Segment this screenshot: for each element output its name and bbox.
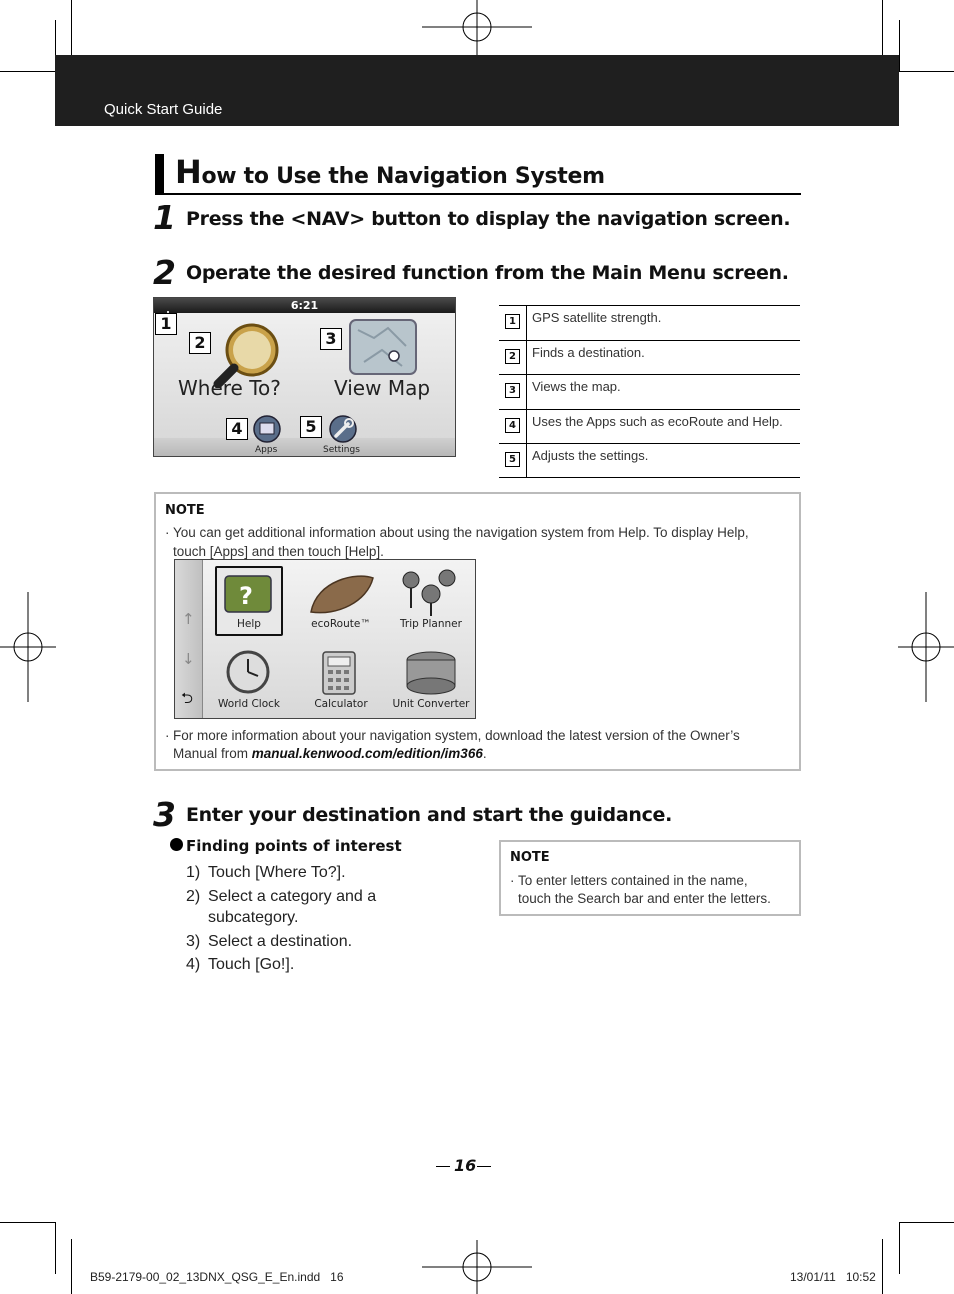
app-label-ecoroute: ecoRoute™ [311,618,371,630]
apps-screenshot [174,559,476,719]
finding-poi-heading: Finding points of interest [186,837,402,855]
legend-number: 4 [505,418,520,433]
note-bullet2-suffix: . [482,746,487,761]
page-number-dash-left [436,1166,450,1167]
legend-text: GPS satellite strength. [532,310,662,325]
bottom-bar [154,438,455,457]
list-item-num: 3) [186,933,201,950]
legend-table [499,305,800,478]
callout-3: 3 [320,328,342,350]
calculator-icon[interactable] [319,650,359,696]
ecoroute-leaf-icon[interactable] [307,572,377,616]
legend-text: Finds a destination. [532,344,645,360]
step3-text: Enter your destination and start the guidance. [186,804,673,826]
note2-line2: touch the Search bar and enter the letters. [518,891,771,906]
list-item-num: 2) [186,888,201,905]
note-bullet-dot: · [165,525,170,540]
legend-row [499,305,800,340]
callout-1: 1 [155,313,177,335]
slug-date: 13/01/11 10:52 [790,1270,876,1284]
world-clock-icon[interactable] [223,648,273,696]
note-heading: NOTE [165,503,205,518]
registration-mark-top [422,0,532,56]
unit-converter-icon[interactable] [401,648,461,696]
legend-number: 3 [505,383,520,398]
help-folder-icon[interactable] [221,570,277,616]
callout-2: 2 [189,332,211,354]
back-icon[interactable]: ⮌ [181,689,194,707]
legend-row [499,443,800,478]
title-initial: H [175,153,202,191]
legend-row [499,340,800,375]
apps-label: Apps [255,445,278,455]
app-label-help: Help [237,618,261,630]
header-label: Quick Start Guide [104,101,223,118]
note-bullet1-line1: You can get additional information about using the navigation system from Help. To display Help, [173,525,749,540]
list-item: Touch [Go!]. [208,956,295,973]
step1-text: Press the <NAV> button to display the navigation screen. [186,208,791,230]
list-item: Touch [Where To?]. [208,864,346,881]
slug-filename: B59-2179-00_02_13DNX_QSG_E_En.indd 16 [90,1270,344,1284]
callout-5: 5 [300,416,322,438]
trip-planner-icon[interactable] [397,568,463,618]
manual-link[interactable]: manual.kenwood.com/edition/im366 [251,746,483,761]
view-map-button[interactable]: View Map [334,376,431,400]
note-bullet2-prefix: Manual from [173,746,252,761]
list-item-num: 4) [186,956,201,973]
legend-number: 1 [505,314,520,329]
status-bar [154,298,455,313]
legend-number: 2 [505,349,520,364]
scroll-up-icon[interactable]: ↑ [182,610,195,628]
main-menu-screenshot [153,297,456,457]
step2-number: 2 [153,253,176,292]
legend-text: Views the map. [532,379,621,395]
registration-mark-left [0,592,56,702]
step2-text: Operate the desired function from the Main Menu screen. [186,262,789,284]
list-item: Select a category and a [208,888,377,905]
registration-mark-right [898,592,954,702]
title-bar-accent [155,154,164,194]
note-bullet-dot: · [165,728,170,743]
app-label-world-clock: World Clock [218,698,280,710]
list-item: Select a destination. [208,933,353,950]
app-label-unit-converter: Unit Converter [392,698,470,710]
note-bullet-dot: · [510,873,515,888]
step3-number: 3 [153,795,176,834]
list-item-num: 1) [186,864,201,881]
legend-text: Adjusts the settings. [532,448,649,464]
title-rule [155,193,801,195]
note-bullet1-line2: touch [Apps] and then touch [Help]. [173,544,384,559]
legend-row [499,409,800,444]
page-number: 16 [454,1156,477,1175]
app-label-trip-planner: Trip Planner [400,618,462,630]
settings-wrench-icon[interactable] [328,414,358,444]
bullet-dot-icon [170,838,183,851]
note2-heading: NOTE [510,850,550,865]
note-bullet2-line1: For more information about your navigation system, download the latest version of the Owner’s [173,728,740,743]
list-item-cont: subcategory. [208,909,299,926]
legend-row [499,374,800,409]
note-bullet2-line2 [173,744,487,763]
legend-text: Uses the Apps such as ecoRoute and Help. [532,413,783,429]
registration-mark-bottom [422,1240,532,1294]
legend-number: 5 [505,452,520,467]
where-to-button[interactable]: Where To? [178,376,281,400]
title-rest: ow to Use the Navigation System [201,164,605,189]
page-number-dash-right [477,1166,491,1167]
apps-icon[interactable] [252,414,282,444]
callout-4: 4 [226,418,248,440]
note2-line1: To enter letters contained in the name, [518,873,748,888]
apps-sidebar [175,560,203,718]
clock-time: 6:21 [290,299,319,312]
page-title [175,153,605,191]
scroll-down-icon[interactable]: ↓ [182,650,195,668]
settings-label: Settings [323,445,360,455]
svg-text:?: ? [239,582,253,610]
step1-number: 1 [153,198,176,237]
app-label-calculator: Calculator [314,698,368,710]
